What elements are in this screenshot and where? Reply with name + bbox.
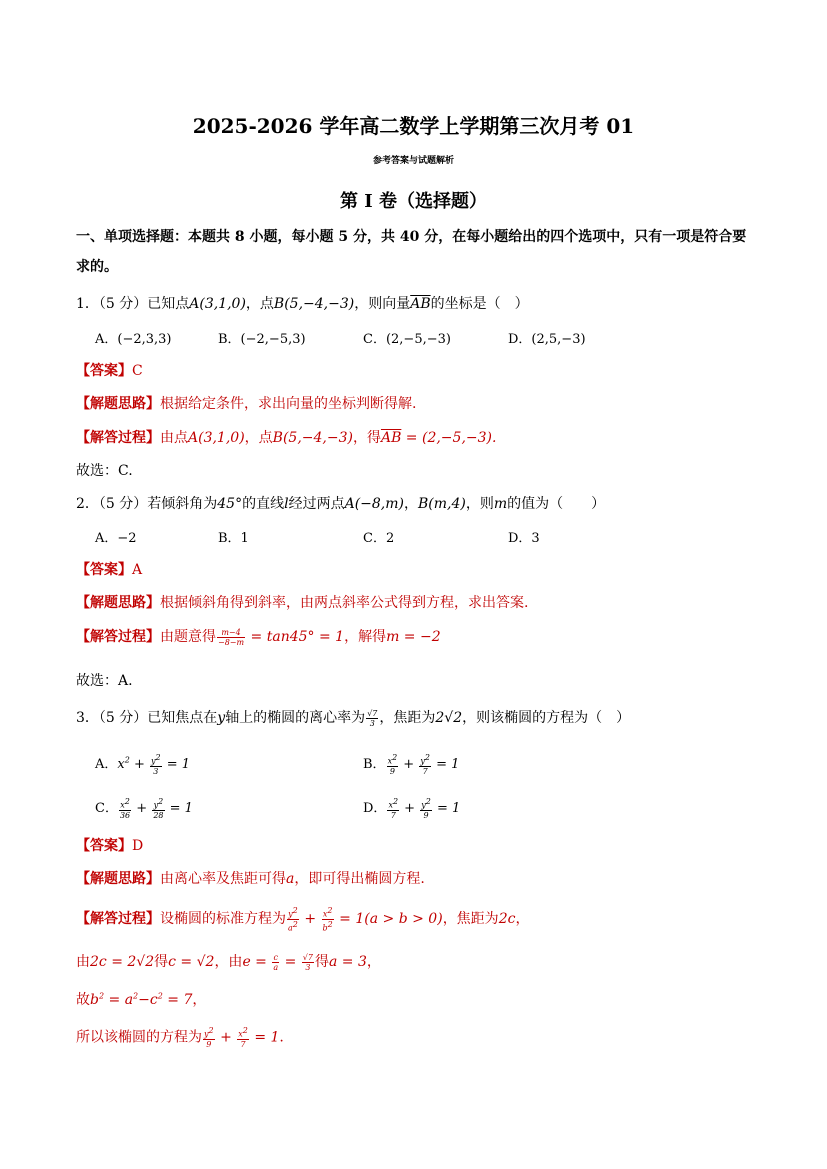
- q1-conclusion: 故选：C.: [76, 463, 133, 479]
- q2-answer: 【答案】A: [76, 562, 143, 578]
- q1-answer: 【答案】C: [76, 363, 143, 379]
- q1-option-b: B．(−2,−5,3): [218, 332, 306, 347]
- part-intro-line1: 一、单项选择题：本题共 8 小题，每小题 5 分，共 40 分，在每小题给出的四个选项中，只有一项是符合要: [76, 229, 747, 245]
- q3-process-line2: 由2c = 2√2得c = √2，由e = $\frac{c}{a}$ = $\frac{√7}{3}$ 得a = 3，: [76, 952, 381, 972]
- q2-option-b: B．1: [218, 531, 249, 546]
- q2-conclusion: 故选：A.: [76, 673, 133, 689]
- q1-option-d: D．(2,5,−3): [508, 332, 586, 347]
- q3-process-line3: 故$b^2 = a^2-c^2 = 7$，: [76, 991, 207, 1008]
- q2-process: 【解答过程】由题意得 $\frac{m-4}{-8-m}$ = tan45° = 1，解得m = −2: [76, 627, 441, 647]
- q1-thought: 【解题思路】根据给定条件，求出向量的坐标判断得解.: [76, 396, 417, 412]
- q2-thought: 【解题思路】根据倾斜角得到斜率，由两点斜率公式得到方程，求出答案.: [76, 595, 529, 611]
- q2-option-a: A．−2: [95, 531, 137, 546]
- q2-option-d: D．3: [508, 531, 540, 546]
- section-title: 第 I 卷（选择题）: [340, 191, 487, 212]
- q3-option-b: B． $\frac{x^2}{9}$ + $\frac{y^2}{7}$ = 1: [363, 753, 460, 776]
- part-intro-line2: 求的。: [76, 259, 118, 275]
- q1-process: 【解答过程】由点A(3,1,0)，点B(5,−4,−3)，得$\overline{AB} = (2,-5,-3)$.: [76, 430, 497, 446]
- q2-stem: 2．（5 分）若倾斜角为45°的直线l经过两点A(−8,m)，B(m,4)，则m的值为（ ）: [76, 496, 606, 512]
- q3-process: 【解答过程】设椭圆的标准方程为 $\frac{y^2}{a^2}$ + $\frac{x^2}{b^2}$ = 1(a > b > 0)，焦距为2c，: [76, 906, 530, 933]
- q3-answer: 【答案】D: [76, 838, 144, 854]
- q3-option-a: A．$x^2$ + $\frac{y^2}{3}$ = 1: [95, 753, 191, 776]
- q1-option-a: A．(−2,3,3): [95, 332, 172, 347]
- q3-eccentricity-fraction: $\frac{√7}{3}$: [367, 708, 378, 728]
- q3-option-d: D． $\frac{x^2}{7}$ + $\frac{y^2}{9}$ = 1: [363, 797, 461, 820]
- q2-option-c: C．2: [363, 531, 395, 546]
- q3-stem: 3．（5 分）已知焦点在y轴上的椭圆的离心率为 $\frac{√7}{3}$ ，焦距为2√2，则该椭圆的方程为（ ）: [76, 708, 631, 728]
- q3-thought: 【解题思路】由离心率及焦距可得a，即可得出椭圆方程.: [76, 871, 425, 887]
- q3-process-line4: 所以该椭圆的方程为 $\frac{y^2}{9}$ + $\frac{x^2}{7}$ = 1.: [76, 1026, 284, 1049]
- q3-option-c: C． $\frac{x^2}{36}$ + $\frac{y^2}{28}$ = 1: [95, 797, 193, 820]
- q1-option-c: C．(2,−5,−3): [363, 332, 451, 347]
- page-title: 2025-2026 学年高二数学上学期第三次月考 01: [192, 114, 635, 138]
- page-subtitle: 参考答案与试题解析: [372, 156, 454, 166]
- q1-stem: 1．（5 分）已知点A(3,1,0)，点B(5,−4,−3)，则向量$\overline{AB}$的坐标是（ ）: [76, 296, 529, 312]
- q2-fraction: $\frac{m-4}{-8-m}$: [218, 627, 245, 647]
